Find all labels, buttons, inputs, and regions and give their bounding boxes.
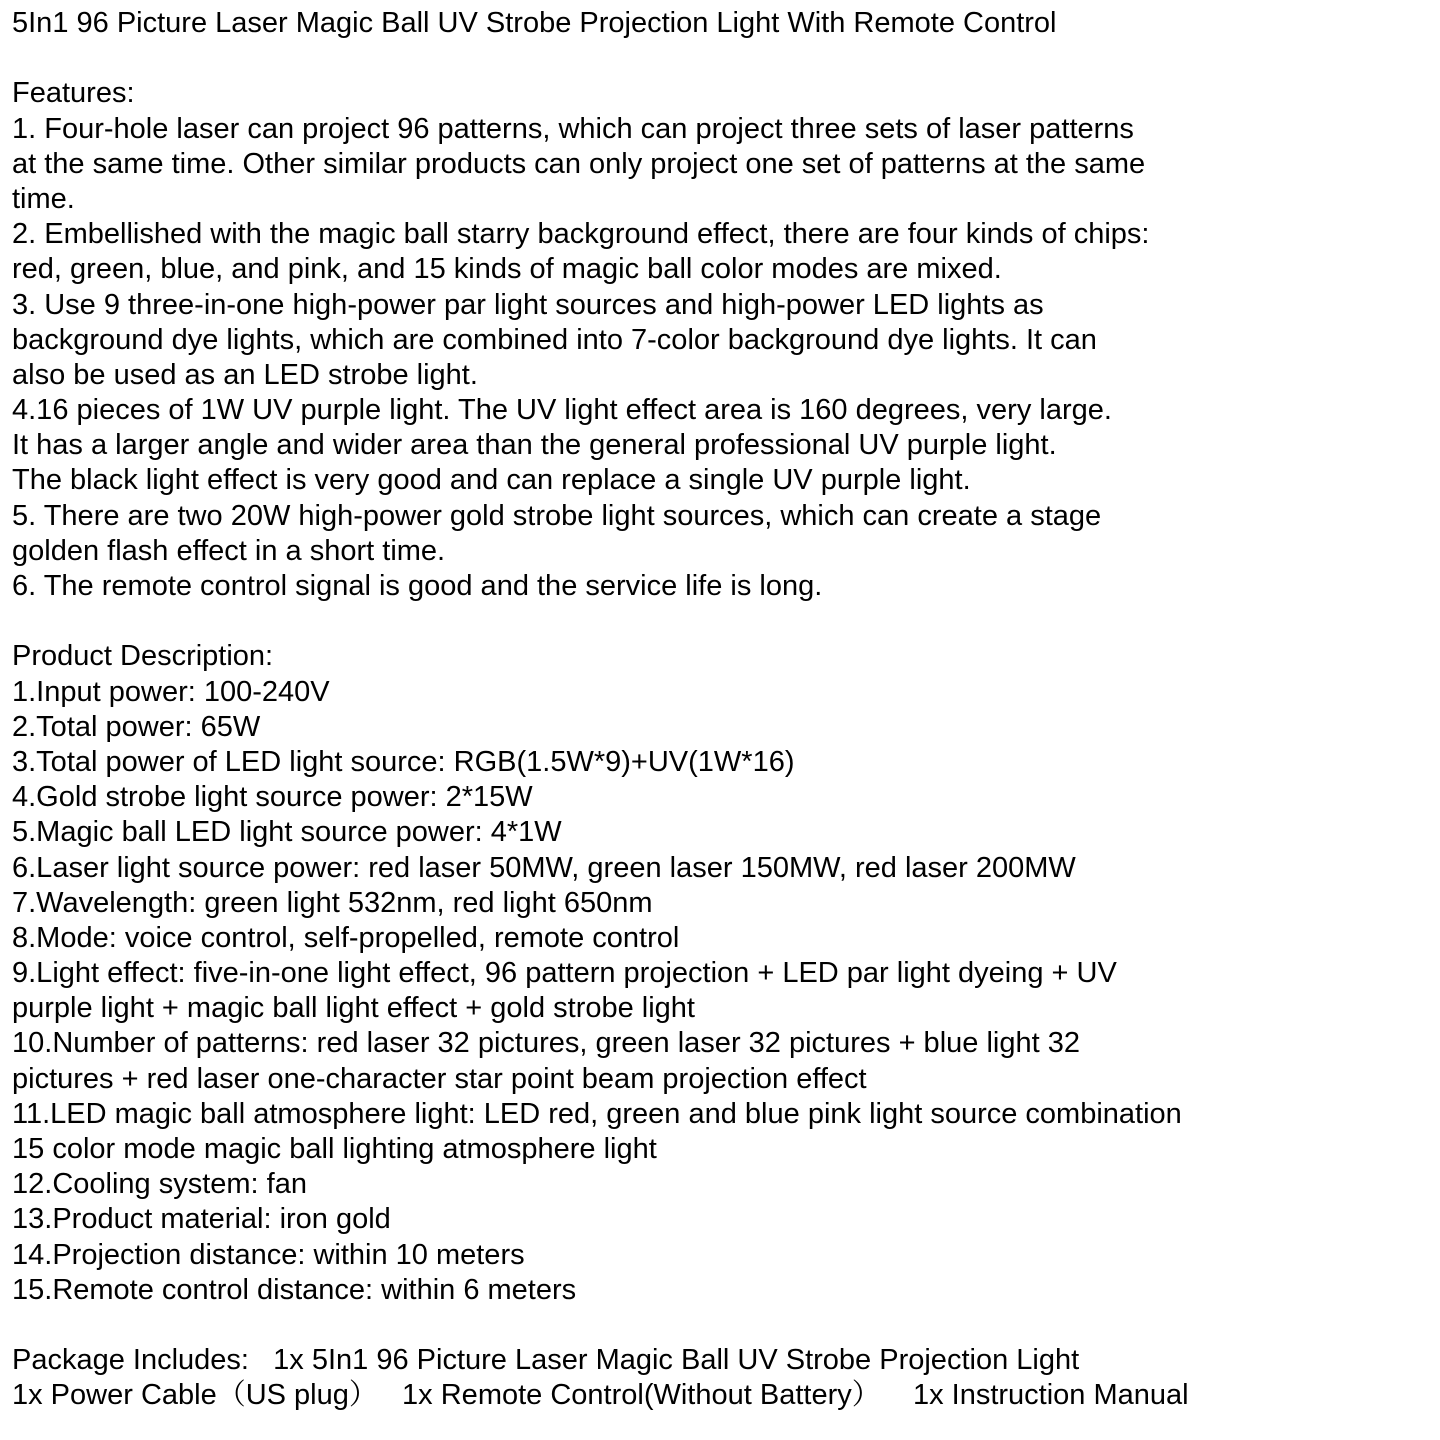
description-line: 5.Magic ball LED light source power: 4*1W xyxy=(12,816,562,849)
features-line: golden flash effect in a short time. xyxy=(12,534,446,567)
description-line: 14.Projection distance: within 10 meters xyxy=(12,1238,525,1271)
description-line: 3.Total power of LED light source: RGB(1.5W*9)+UV(1W*16) xyxy=(12,745,795,778)
features-heading: Features: xyxy=(12,77,135,110)
description-line: 1.Input power: 100-240V xyxy=(12,675,330,708)
description-line: 10.Number of patterns: red laser 32 pictures, green laser 32 pictures + blue light 32 xyxy=(12,1027,1080,1060)
package-line: Package Includes: 1x 5In1 96 Picture Laser Magic Ball UV Strobe Projection Light xyxy=(12,1344,1080,1377)
description-line: 15.Remote control distance: within 6 meters xyxy=(12,1273,577,1306)
description-line: 9.Light effect: five-in-one light effect, 96 pattern projection + LED par light dyeing + UV xyxy=(12,957,1117,990)
description-line: 11.LED magic ball atmosphere light: LED red, green and blue pink light source combination xyxy=(12,1097,1182,1130)
features-line: background dye lights, which are combined into 7-color background dye lights. It can xyxy=(12,323,1097,356)
features-line: 5. There are two 20W high-power gold strobe light sources, which can create a stage xyxy=(12,499,1102,532)
description-heading: Product Description: xyxy=(12,640,274,673)
features-line: 4.16 pieces of 1W UV purple light. The UV light effect area is 160 degrees, very large. xyxy=(12,394,1112,427)
description-line: 7.Wavelength: green light 532nm, red light 650nm xyxy=(12,886,653,919)
product-listing-document xyxy=(12,6,1432,1414)
package-line: 1x Power Cable（US plug） 1x Remote Control(Without Battery） 1x Instruction Manual xyxy=(12,1379,1189,1412)
description-line: 6.Laser light source power: red laser 50MW, green laser 150MW, red laser 200MW xyxy=(12,851,1076,884)
features-line: It has a larger angle and wider area than the general professional UV purple light. xyxy=(12,429,1057,462)
description-line: 4.Gold strobe light source power: 2*15W xyxy=(12,781,533,814)
spacer xyxy=(12,1308,1432,1343)
features-line: 6. The remote control signal is good and the service life is long. xyxy=(12,570,823,602)
description-line: 8.Mode: voice control, self-propelled, remote control xyxy=(12,921,680,954)
features-line: 1. Four-hole laser can project 96 patterns, which can project three sets of laser patterns xyxy=(12,112,1134,145)
description-line: pictures + red laser one-character star point beam projection effect xyxy=(12,1062,867,1095)
features-line: at the same time. Other similar products can only project one set of patterns at the same xyxy=(12,147,1146,180)
description-line: 15 color mode magic ball lighting atmosphere light xyxy=(12,1133,657,1165)
features-line: red, green, blue, and pink, and 15 kinds of magic ball color modes are mixed. xyxy=(12,253,1002,286)
description-line: 13.Product material: iron gold xyxy=(12,1203,391,1236)
features-line: time. xyxy=(12,182,75,215)
spacer xyxy=(12,41,1432,76)
features-line: also be used as an LED strobe light. xyxy=(12,358,478,391)
features-line: The black light effect is very good and can replace a single UV purple light. xyxy=(12,464,971,497)
spacer xyxy=(12,604,1432,639)
features-line: 3. Use 9 three-in-one high-power par light sources and high-power LED lights as xyxy=(12,288,1044,321)
description-line: 2.Total power: 65W xyxy=(12,710,261,743)
product-title: 5In1 96 Picture Laser Magic Ball UV Strobe Projection Light With Remote Control xyxy=(12,7,1057,39)
description-line: purple light + magic ball light effect + gold strobe light xyxy=(12,992,695,1025)
features-line: 2. Embellished with the magic ball starry background effect, there are four kinds of chips: xyxy=(12,218,1150,251)
description-line: 12.Cooling system: fan xyxy=(12,1168,307,1201)
